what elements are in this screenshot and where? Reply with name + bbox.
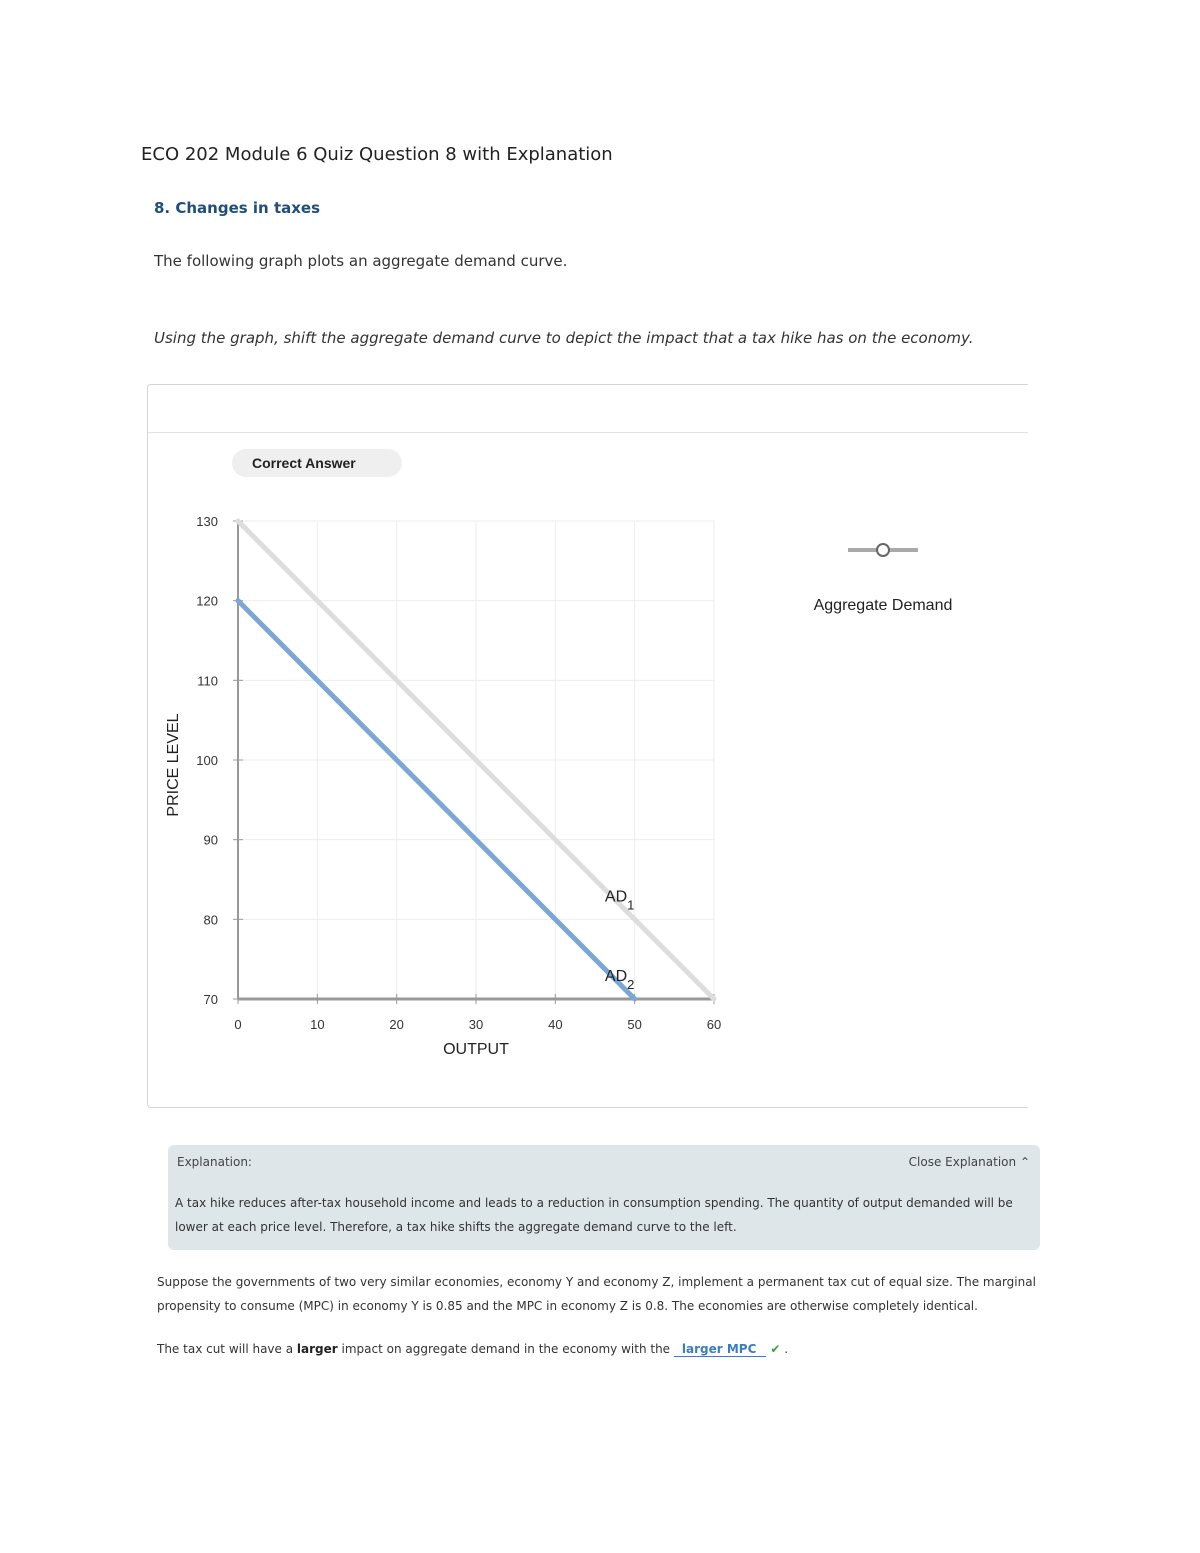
explanation-text bbox=[175, 1191, 1035, 1239]
x-tick-label: 50 bbox=[627, 1017, 642, 1032]
chevron-up-icon: ⌃ bbox=[1019, 1155, 1030, 1169]
answer-line bbox=[157, 1342, 788, 1357]
explanation-line-1: A tax hike reduces after-tax household income and leads to a reduction in consumption spending. The quantity of output demanded will be bbox=[175, 1196, 1013, 1210]
answer-dropdown[interactable]: larger MPC bbox=[674, 1342, 767, 1357]
y-tick-label: 70 bbox=[203, 992, 218, 1007]
x-tick-label: 10 bbox=[310, 1017, 325, 1032]
curve-label-main: AD bbox=[604, 968, 628, 986]
y-tick-label: 130 bbox=[196, 514, 218, 529]
document-title: ECO 202 Module 6 Quiz Question 8 with Explanation bbox=[141, 144, 613, 165]
curve-label-subscript: 1 bbox=[627, 897, 635, 913]
curve-label-main: AD bbox=[604, 888, 628, 906]
x-tick-label: 30 bbox=[468, 1017, 484, 1032]
series-ad1-label bbox=[605, 888, 634, 912]
followup-question bbox=[157, 1270, 1057, 1318]
question-intro: The following graph plots an aggregate demand curve. bbox=[154, 252, 568, 270]
check-icon: ✔ bbox=[770, 1342, 781, 1356]
x-tick-label: 40 bbox=[548, 1017, 563, 1032]
graph-panel bbox=[147, 384, 1028, 1108]
explanation-label: Explanation: bbox=[177, 1155, 252, 1169]
question-heading: 8. Changes in taxes bbox=[154, 199, 321, 217]
explanation-line-2: lower at each price level. Therefore, a tax hike shifts the aggregate demand curve to the left. bbox=[175, 1220, 737, 1234]
y-axis-title: PRICE LEVEL bbox=[165, 713, 182, 817]
x-axis-title: OUTPUT bbox=[443, 1041, 509, 1058]
y-tick-label: 110 bbox=[197, 673, 218, 689]
answer-middle: impact on aggregate demand in the economy with the bbox=[337, 1342, 674, 1356]
x-tick-label: 60 bbox=[706, 1017, 722, 1032]
legend-label: Aggregate Demand bbox=[813, 597, 953, 614]
answer-prefix: The tax cut will have a bbox=[157, 1342, 297, 1356]
close-explanation-label: Close Explanation bbox=[908, 1155, 1017, 1169]
curve-label-subscript: 2 bbox=[627, 977, 635, 993]
explanation-box bbox=[168, 1145, 1040, 1250]
y-tick-label: 90 bbox=[203, 832, 218, 848]
y-tick-label: 100 bbox=[196, 753, 218, 768]
correct-answer-tab[interactable]: Correct Answer bbox=[232, 449, 402, 477]
answer-bold-word: larger bbox=[296, 1342, 338, 1356]
y-tick-label: 120 bbox=[196, 593, 218, 609]
followup-line-2: propensity to consume (MPC) in economy Y is 0.85 and the MPC in economy Z is 0.8. The economies are otherwise completely identical. bbox=[157, 1299, 978, 1313]
series-ad2-line bbox=[238, 601, 635, 999]
ad-chart bbox=[148, 385, 1028, 1107]
y-tick-label: 80 bbox=[203, 912, 218, 928]
followup-line-1: Suppose the governments of two very similar economies, economy Y and economy Z, implement a permanent tax cut of equal size. The marginal bbox=[157, 1275, 1036, 1289]
x-tick-label: 0 bbox=[234, 1017, 242, 1032]
legend-circle-icon[interactable] bbox=[877, 544, 889, 556]
answer-suffix: . bbox=[780, 1342, 789, 1356]
x-tick-label: 20 bbox=[389, 1017, 404, 1032]
question-instruction: Using the graph, shift the aggregate demand curve to depict the impact that a tax hike has on the economy. bbox=[154, 329, 974, 347]
close-explanation-button[interactable] bbox=[909, 1155, 1030, 1169]
series-ad2-label bbox=[605, 968, 634, 992]
